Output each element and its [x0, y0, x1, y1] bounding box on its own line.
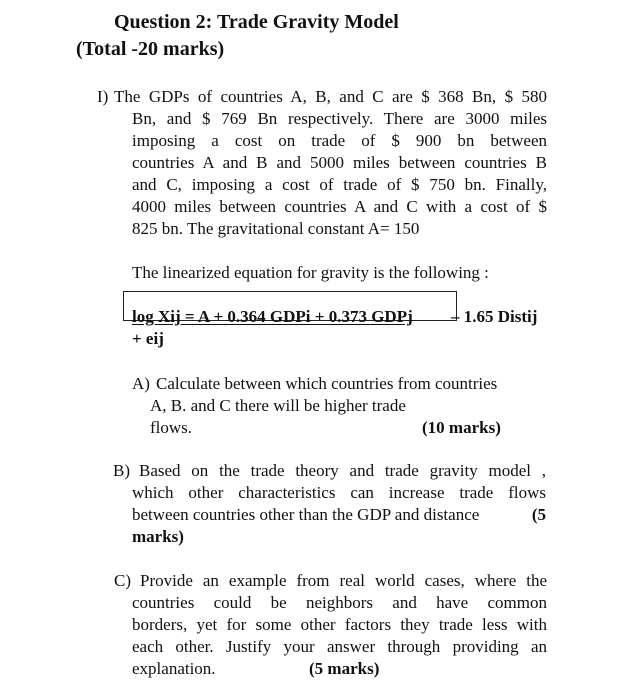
part-c-line-5: explanation.	[132, 659, 216, 678]
part-b-line-3-row	[132, 504, 546, 526]
part-b-marks-start: (5	[531, 505, 546, 524]
part-i-line-2: Bn, and $ 769 Bn respectively. There are 3000 miles	[132, 109, 547, 128]
question-total-marks: (Total -20 marks)	[76, 38, 225, 60]
equation-intro: The linearized equation for gravity is the following :	[132, 263, 489, 282]
part-a-line-2: A, B. and C there will be higher trade	[150, 396, 406, 415]
part-c-marks: (5 marks)	[309, 659, 380, 678]
part-a-line-3: flows.	[150, 418, 193, 437]
part-a-label: A)	[132, 374, 150, 393]
part-c-line-2: countries could be neighbors and have common	[132, 593, 547, 612]
part-b-line-2: which other characteristics can increase trade flows	[132, 483, 546, 502]
equation-boxed-text: log Xij = A + 0.364 GDPi + 0.373 GDPj	[132, 307, 413, 326]
part-i-line-6: 4000 miles between countries A and C with a cost of $	[132, 197, 547, 216]
equation-distance-term: – 1.65 Distij	[451, 307, 538, 326]
part-i-line-7: 825 bn. The gravitational constant A= 150	[132, 219, 420, 238]
part-i-line-3: imposing a cost on trade of $ 900 bn between	[132, 131, 547, 150]
part-b-label: B)	[113, 461, 130, 480]
part-i-line-4: countries A and B and 5000 miles between countries B	[132, 153, 547, 172]
part-i-label: I)	[97, 87, 109, 106]
part-b-marks-end: marks)	[132, 527, 184, 546]
part-c-line-3: borders, yet for some other factors they trade less with	[132, 615, 547, 634]
part-b-line-3: between countries other than the GDP and distance	[132, 505, 480, 524]
part-b-line-1: Based on the trade theory and trade gravity model ,	[139, 461, 546, 480]
question-title: Question 2: Trade Gravity Model	[114, 11, 399, 33]
part-i-line-5: and C, imposing a cost of trade of $ 750 bn. Finally,	[132, 175, 547, 194]
part-c-line-1: Provide an example from real world cases, where the	[140, 571, 547, 590]
part-a-marks: (10 marks)	[422, 418, 501, 437]
part-c-label: C)	[114, 571, 131, 590]
part-i-line-1: The GDPs of countries A, B, and C are $ 368 Bn, $ 580	[114, 87, 547, 106]
equation-error-term: + eij	[132, 329, 164, 348]
part-c-line-4: each other. Justify your answer through providing an	[132, 637, 547, 656]
part-a-line-1: Calculate between which countries from countries	[156, 374, 498, 393]
